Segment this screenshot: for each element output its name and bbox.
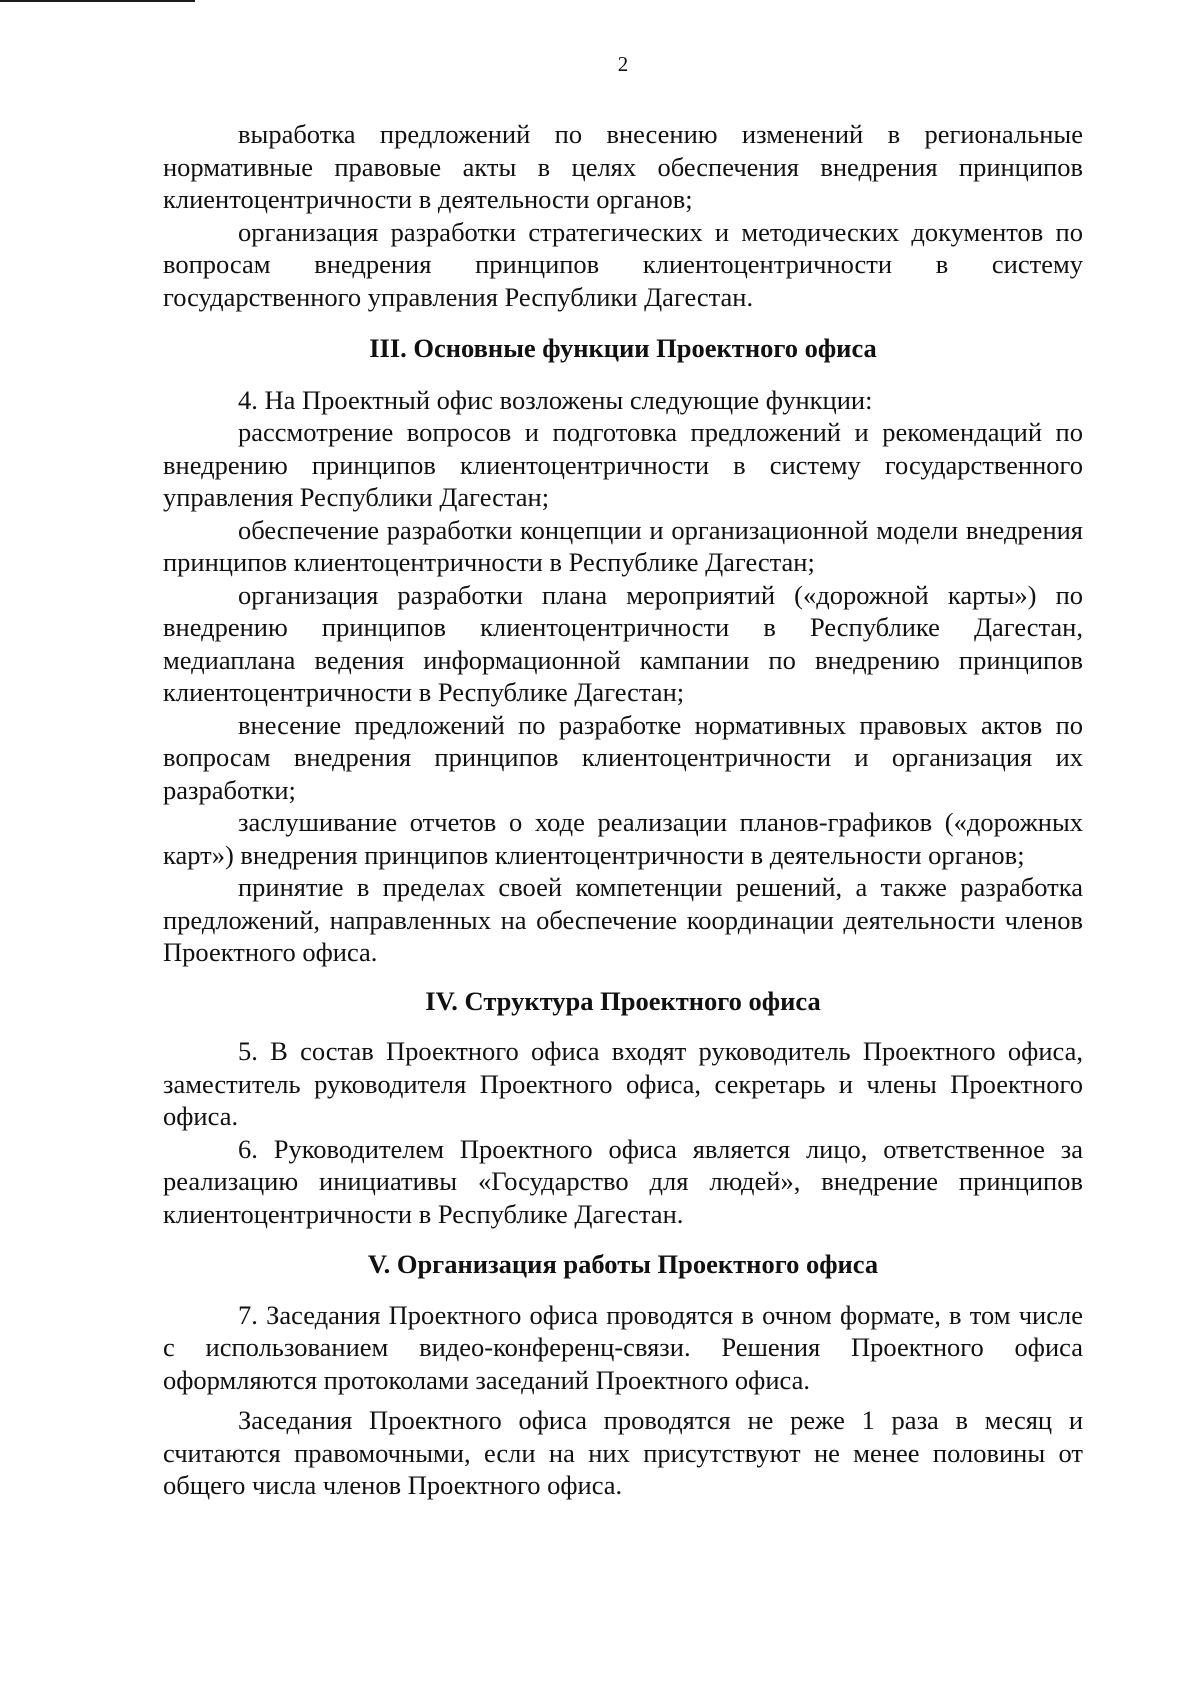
page-number: 2 [617,52,629,76]
paragraph-6: 6. Руководителем Проектного офиса является лицо, ответственное за реализацию инициативы «Государство для людей», внедрение принципов клиентоцентричности в Республике Дагестан. [163,1133,1083,1229]
function-item-3: организация разработки плана мероприятий («дорожной карты») по внедрению принципов клиентоцентричности в Республике Дагестан, медиаплана ведения информационной кампании по внедрению принципов клиентоцентричности в Республике Дагестан; [163,579,1083,707]
paragraph-intro-2: организация разработки стратегических и методических документов по вопросам внедрения принципов клиентоцентричности в систему государственного управления Республики Дагестан. [163,216,1083,312]
function-item-2: обеспечение разработки концепции и организационной модели внедрения принципов клиентоцентричности в Республике Дагестан; [163,514,1083,577]
scan-edge-line [0,0,195,2]
section-5-heading: V. Организация работы Проектного офиса [367,1249,879,1279]
function-item-6: принятие в пределах своей компетенции решений, а также разработка предложений, направленных на обеспечение координации деятельности членов Проектного офиса. [163,872,1083,967]
function-item-4: внесение предложений по разработке нормативных правовых актов по вопросам внедрения принципов клиентоцентричности и организация их разработки; [163,709,1083,805]
paragraph-5: 5. В состав Проектного офиса входят руководитель Проектного офиса, заместитель руководителя Проектного офиса, секретарь и члены Проектного офиса. [163,1036,1083,1131]
section-4-heading: IV. Структура Проектного офиса [425,985,821,1016]
section-3-heading: III. Основные функции Проектного офиса [369,333,877,363]
paragraph-4: 4. На Проектный офис возложены следующие функции: [238,384,873,415]
function-item-5: заслушивание отчетов о ходе реализации планов-графиков («дорожных карт») внедрения принципов клиентоцентричности в деятельности органов; [163,807,1083,870]
paragraph-7: 7. Заседания Проектного офиса проводятся в очном формате, в том числе с использованием видео-конференц-связи. Решения Проектного офиса оформляются протоколами заседаний Проектного офиса. [163,1299,1083,1395]
function-item-1: рассмотрение вопросов и подготовка предложений и рекомендаций по внедрению принципов клиентоцентричности в систему государственного управления Республики Дагестан; [163,417,1083,512]
document-body [163,118,1083,1502]
paragraph-7-continued: Заседания Проектного офиса проводятся не реже 1 раза в месяц и считаются правомочными, если на них присутствуют не менее половины от общего числа членов Проектного офиса. [163,1405,1083,1500]
paragraph-intro-1: выработка предложений по внесению изменений в региональные нормативные правовые акты в целях обеспечения внедрения принципов клиентоцентричности в деятельности органов; [163,119,1083,214]
